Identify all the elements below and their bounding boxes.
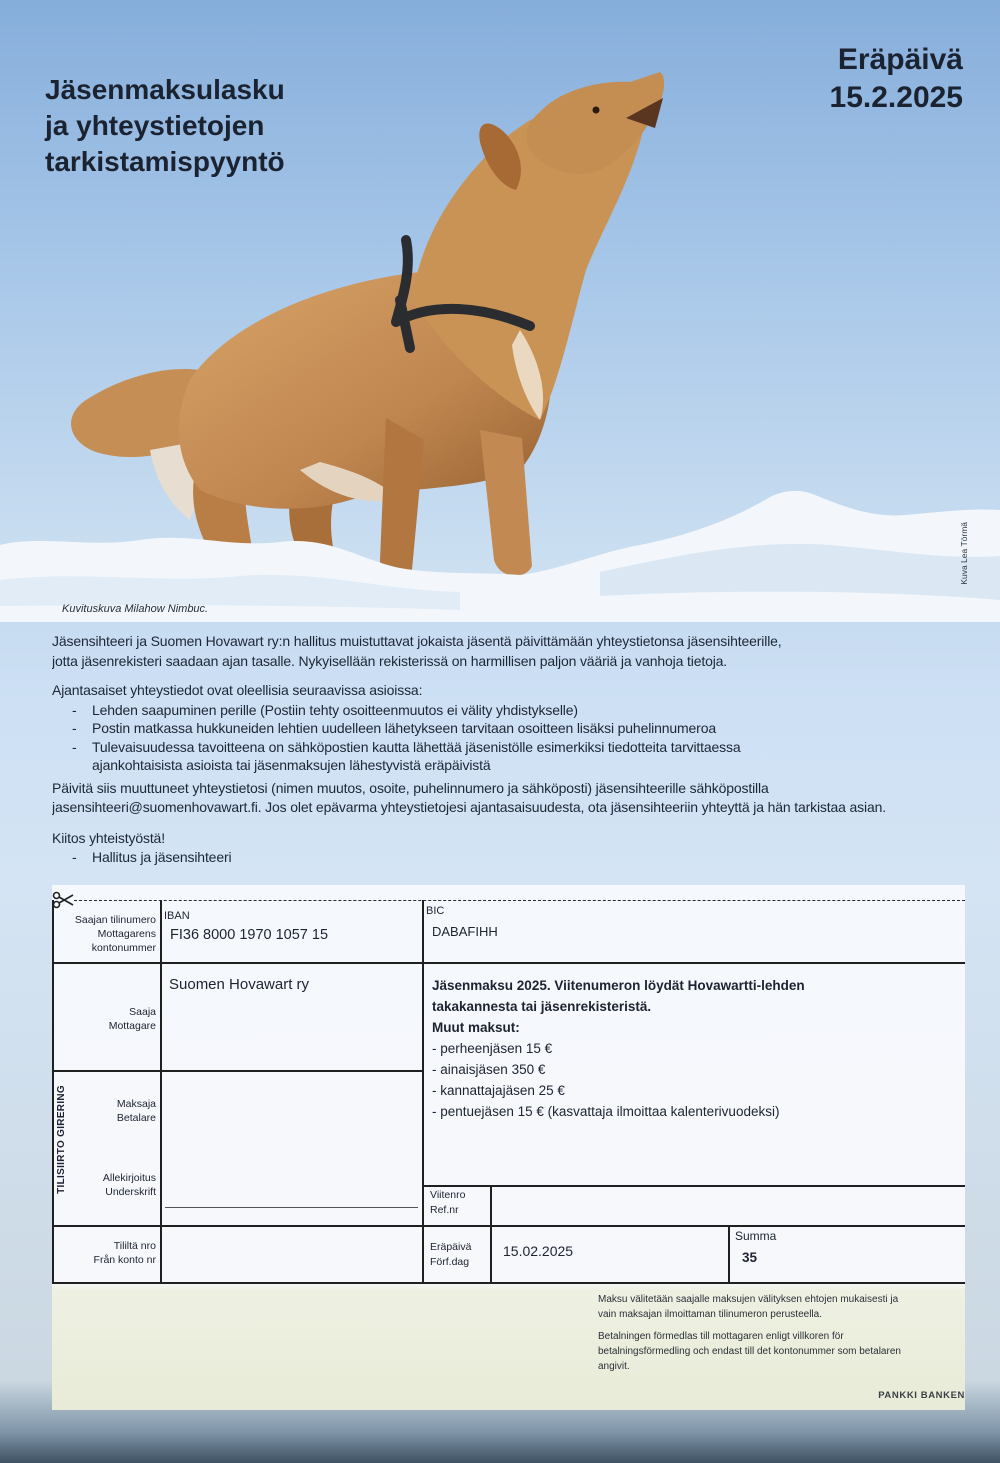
recipient-value: Suomen Hovawart ry (169, 976, 310, 993)
terms-finnish (598, 1292, 898, 1322)
message-line: takakannesta tai jäsenrekisteristä. (432, 999, 652, 1014)
letter-body (52, 632, 992, 867)
label-sv: Mottagarens (97, 928, 156, 940)
list-intro: Ajantasaiset yhteystiedot ovat oleellisia seuraavissa asioissa: (52, 682, 423, 698)
row-divider (52, 1070, 424, 1072)
recipient-account-label (52, 913, 156, 955)
bullet: - (72, 701, 77, 718)
fee-item (432, 1101, 805, 1122)
title-line: ja yhteystietojen (45, 110, 265, 141)
due-date-label (430, 1240, 471, 1270)
row-divider (52, 962, 965, 964)
fee-item (432, 1059, 805, 1080)
payment-message (432, 975, 805, 1122)
signature (52, 848, 992, 867)
list-item-text: ajankohtaisista asioista tai jäsenmaksujen lähestyvistä eräpäivistä (92, 757, 491, 773)
label-fi: Tililtä nro (113, 1240, 156, 1252)
label-fi: Saajan tilinumero (74, 914, 156, 926)
giro-payment-form (52, 885, 965, 1410)
label-fi: Eräpäivä (430, 1241, 472, 1253)
intro-line: jotta jäsenrekisteri saadaan ajan tasalle. Nykyisellään rekisterissä on harmillisen paljon vääriä ja vanhoja tietoja. (52, 652, 728, 669)
label-sv: Från konto nr (93, 1254, 156, 1266)
label-sv: Ref.nr (430, 1204, 459, 1216)
message-line: Jäsenmaksu 2025. Viitenumeron löydät Hovawartti-lehden (432, 978, 805, 993)
row-divider (422, 1185, 965, 1187)
payer-label (52, 1097, 156, 1125)
bullet: - (72, 738, 77, 755)
intro-line: Jäsensihteeri ja Suomen Hovawart ry:n hallitus muistuttavat jokaista jäsentä päivittämään yhteystietonsa jäsensihteerille, (52, 633, 782, 649)
label-fi: Allekirjoitus (102, 1172, 156, 1184)
amount-label: Summa (735, 1229, 777, 1243)
update-request-line: jasensihteeri@suomenhovawart.fi. Jos olet epävarma yhteystietojesi ajantasaisuudesta, ota jäsensihteeriin yhteyttä ja hän tarkistaa asian. (52, 799, 886, 815)
scissors-icon (52, 891, 74, 909)
due-date-label: Eräpäivä (837, 43, 963, 76)
terms-line: vain maksajan ilmoittaman tilinumeron perusteella. (598, 1309, 822, 1320)
fee-text: kannattajajäsen 25 € (440, 1083, 565, 1098)
amount-value: 35 (742, 1250, 758, 1265)
list-item (52, 719, 992, 738)
thanks: Kiitos yhteistyöstä! (52, 829, 165, 846)
title-line: Jäsenmaksulasku (45, 74, 285, 105)
due-date-value: 15.2.2025 (829, 81, 963, 114)
row-divider (52, 1282, 965, 1284)
label-fi: Maksaja (116, 1098, 156, 1110)
terms-swedish (598, 1329, 901, 1374)
terms-line: Maksu välitetään saajalle maksujen välityksen ehtojen mukaisesti ja (598, 1294, 899, 1305)
bic-label: BIC (426, 905, 445, 917)
reference-label (430, 1188, 465, 1218)
list-item-continuation (52, 756, 992, 775)
label-sv: Betalare (116, 1112, 156, 1124)
label-sv: Underskrift (105, 1186, 156, 1198)
title-line: tarkistamispyyntö (45, 146, 285, 177)
signature-label (52, 1171, 156, 1199)
list-item (52, 701, 992, 720)
fee-text: perheenjäsen 15 € (440, 1041, 553, 1056)
label-sv: Förf.dag (430, 1256, 470, 1268)
terms-line: betalningsförmedling och endast till det kontonummer som betalaren (598, 1346, 901, 1357)
bank-label: PANKKI BANKEN (878, 1390, 965, 1401)
label-fi: Viitenro (430, 1189, 466, 1201)
bullet: - (432, 1041, 437, 1056)
iban-label: IBAN (164, 910, 190, 922)
due-date-block (830, 41, 963, 117)
bic-value: DABAFIHH (432, 924, 498, 939)
list-item-text: Tulevaisuudessa tavoitteena on sähköpostien kautta lähettää jäsenistölle esimerkiksi tiedotteita tarvittaessa (92, 738, 741, 755)
bullet: - (432, 1083, 437, 1098)
reference-divider (490, 1185, 492, 1284)
photo-caption: Kuvituskuva Milahow Nimbuc. (62, 603, 209, 615)
signature-text: Hallitus ja jäsensihteeri (92, 849, 232, 865)
bullet: - (72, 849, 77, 865)
terms-line: Betalningen förmedlas till mottagaren enligt villkoren för (598, 1331, 844, 1342)
invoice-title (45, 72, 285, 180)
fee-item (432, 1038, 805, 1059)
list-item-text: Postin matkassa hukkuneiden lehtien uudelleen lähetykseen tarvitaan osoitteen lisäksi puhelinnumeroa (92, 720, 716, 736)
fee-text: ainaisjäsen 350 € (440, 1062, 546, 1077)
list-item-text: Lehden saapuminen perille (Postiin tehty osoitteenmuutos ei välity yhdistykselle) (92, 701, 578, 718)
update-request-line: Päivitä siis muuttuneet yhteystietosi (nimen muutos, osoite, puhelinnumero ja sähköposti) jäsensihteerille sähköpostilla (52, 779, 769, 796)
row-divider (52, 1225, 965, 1227)
dog-eye (593, 107, 600, 114)
from-account-label (52, 1239, 156, 1267)
cut-line (74, 900, 965, 901)
bullet: - (72, 720, 77, 736)
recipient-label (52, 1005, 156, 1033)
label-sv: kontonummer (91, 942, 156, 954)
bullet: - (432, 1062, 437, 1077)
signature-line (165, 1207, 418, 1208)
label-sv: Mottagare (108, 1020, 156, 1032)
list-item (52, 738, 992, 757)
fee-item (432, 1080, 805, 1101)
form-type-label: TILISIIRTO GIRERING (56, 1085, 67, 1194)
fee-text: pentuejäsen 15 € (kasvattaja ilmoittaa kalenterivuodeksi) (440, 1104, 780, 1119)
bullet: - (432, 1104, 437, 1119)
other-fees-label: Muut maksut: (432, 1020, 520, 1035)
terms-line: angivit. (598, 1361, 630, 1372)
photo-credit: Kuva Lea Törmä (959, 522, 969, 585)
amount-divider (728, 1225, 730, 1284)
due-date-value: 15.02.2025 (503, 1243, 574, 1259)
label-fi: Saaja (129, 1006, 156, 1018)
iban-value: FI36 8000 1970 1057 15 (170, 927, 329, 943)
